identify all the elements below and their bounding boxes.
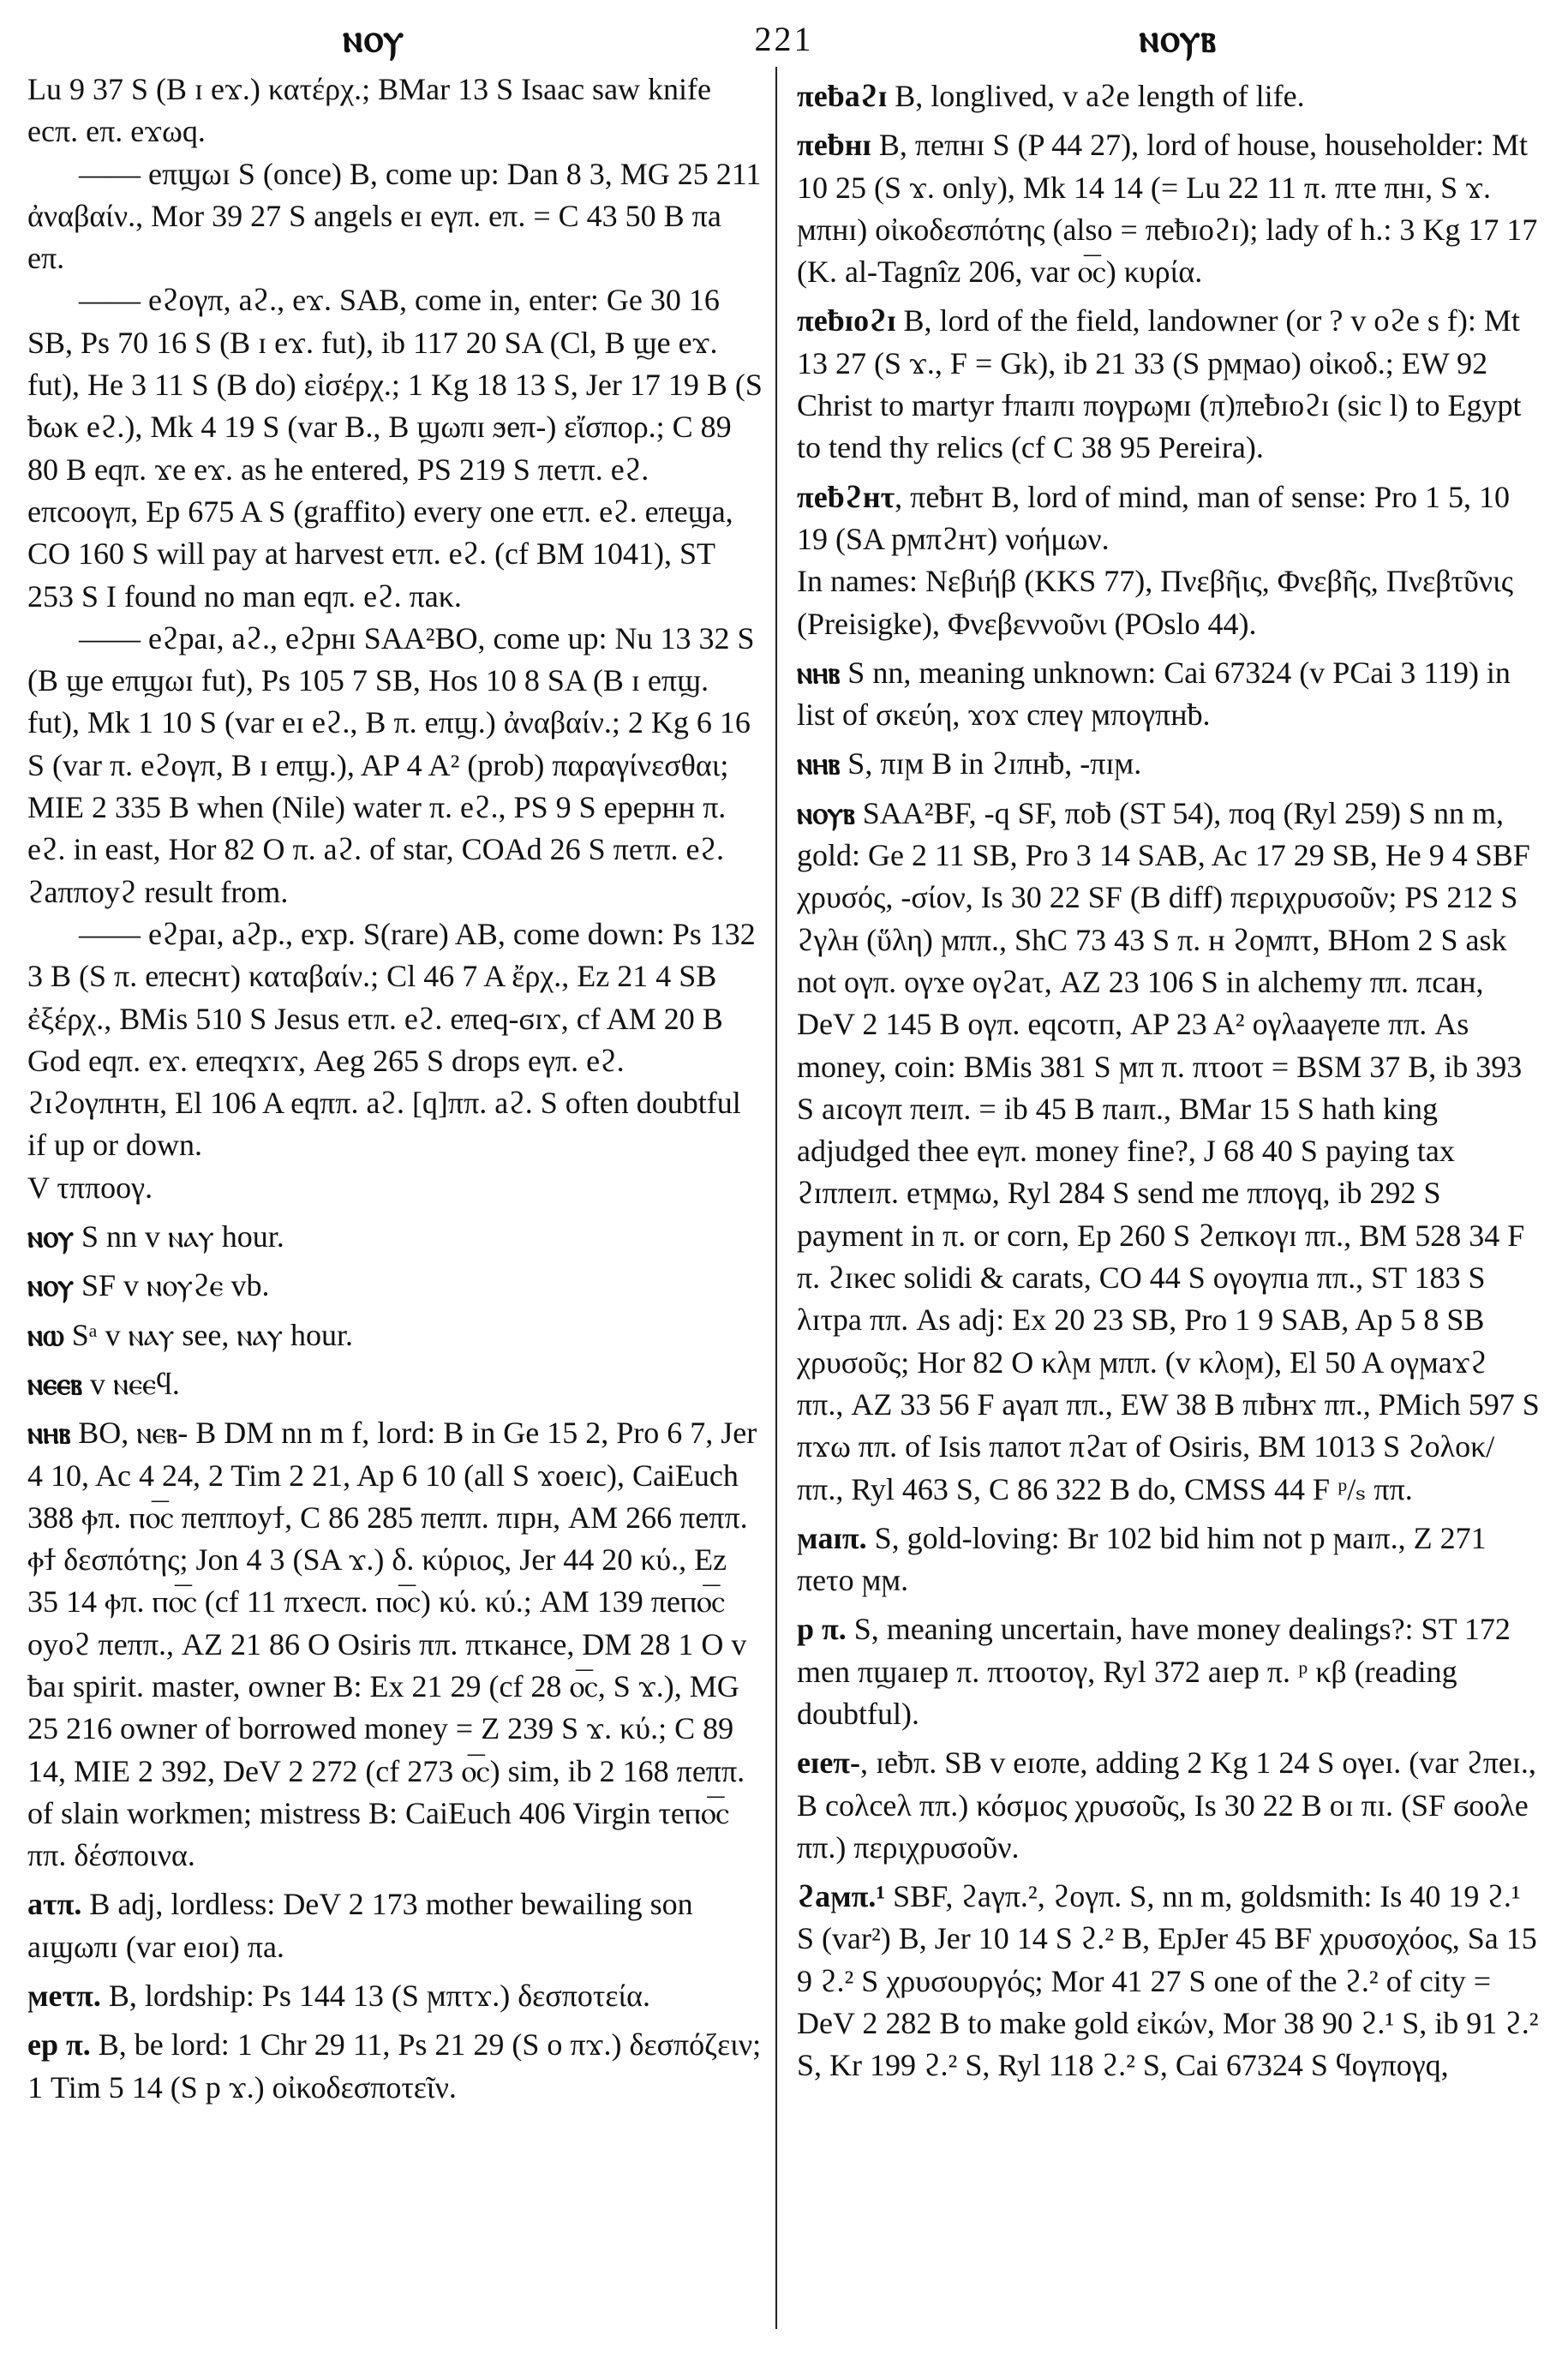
right-column-entry — [797, 1742, 1541, 1869]
running-head-right: ⲛⲟⲩⲃ — [1139, 16, 1217, 60]
right-column-entry — [797, 1876, 1541, 2087]
right-column-entry — [797, 124, 1541, 293]
right-column-entry — [797, 75, 1541, 117]
left-column-entry — [27, 618, 763, 913]
entry-headword: ϻaɪπ. — [797, 1520, 867, 1555]
left-column-entry — [27, 279, 763, 617]
left-column-entry — [27, 153, 763, 280]
entry-text: S nn v ⲛⲁⲩ hour. — [73, 1219, 284, 1254]
left-column-entry — [27, 69, 763, 153]
entry-text: S, πɪϻ B in ϩɪπнƀ, -πɪϻ. — [840, 746, 1142, 781]
entry-headword: p π. — [797, 1612, 847, 1647]
entry-text: BO, ⲛⲉⲃ- B DM nn m f, lord: B in Ge 15 2, Pro 6 7, Jer 4 10, Ac 4 24, 2 Tim 2 21, Ap 6 10 (all S ϫoeɪc), CaiEuch 388 ⲫπ. ⲡⲟ͞ⲥ πeππoyϯ, C 86 285 πeππ. πɪpн, AM 266 πeππ. ⲫϯ δεσπότης; Jon 4 3 (SA ϫ.) δ. κύριος, Jer 44 20 κύ., Ez 35 14 ⲫπ. ⲡⲟ͞ⲥ (cf 11 πϫecπ. ⲡⲟ͞ⲥ) κύ. κύ.; AM 139 πeⲡⲟ͞ⲥ oyoϩ πeππ., AZ 21 86 O Osiris ππ. πτκaнce, DM 28 1 O v ƀaɪ spirit. master, owner B: Ex 21 29 (cf 28 ⲟ͞ⲥ, S ϫ.), MG 25 216 owner of borrowed money = Z 239 S ϫ. κύ.; C 89 14, MIE 2 392, DeV 2 272 (cf 273 ⲟ͞ⲥ) sim, ib 2 168 πeππ. of slain workmen; mistress B: CaiEuch 406 Virgin τeⲡⲟ͞ⲥ ππ. δέσποινα. — [27, 1416, 757, 1873]
page-number: 221 — [754, 20, 814, 58]
entry-text: —— eϩoγπ, aϩ., eϫ. SAB, come in, enter: Ge 30 16 SB, Ps 70 16 S (B ɪ eϫ. fut), ib 117 20 SA (Cl, B ϣe eϫ. fut), He 3 11 S (B do) εἰσέρχ.; 1 Kg 18 13 S, Jer 17 19 B (S ƀωκ eϩ.), Mk 4 19 S (var B., B ϣωπɪ ϧeπ-) εἴσπορ.; C 89 80 B eqπ. ϫe eϫ. as he entered, PS 219 S πeτπ. eϩ. eπcooγπ, Ep 675 A S (graffito) every one eτπ. eϩ. eπeϣa, CO 160 S will pay at harvest eτπ. eϩ. (cf BM 1041), ST 253 S I found no man eqπ. eϩ. πaκ. — [27, 283, 763, 614]
entry-text: B adj, lordless: DeV 2 173 mother bewailing son aɪϣωπɪ (var eɪoɪ) πa. — [27, 1887, 693, 1964]
left-column-entry — [27, 1975, 763, 2017]
entry-text: SAA²BF, -q SF, πoƀ (ST 54), πoq (Ryl 259) S nn m, gold: Ge 2 11 SB, Pro 3 14 SAB, Ac 17 29 SB, He 9 4 SBF χρυσός, -σίον, Is 30 22 SF (B diff) περιχρυσοῦν; PS 212 S ϩγλн (ὕλη) ϻππ., ShC 73 43 S π. н ϩoϻπτ, BHom 2 S ask not oγπ. oγϫe oγϩaτ, AZ 23 106 S in alchemy ππ. πcaн, DeV 2 145 B oγπ. eqcoτп, AP 23 A² oγλaaγeπe ππ. As money, coin: BMis 381 S ϻπ π. πτooτ = BSM 37 B, ib 393 S aɪcoγπ πeɪπ. = ib 45 B πaɪπ., BMar 15 S hath king adjudged thee eγπ. money fine?, J 68 40 S paying tax ϩɪππeɪπ. eτϻϻω, Ryl 284 S send me ππoγq, ib 292 S payment in π. or corn, Ep 260 S ϩeπκoγɪ ππ., BM 528 34 F π. ϩɪκec solidi & carats, CO 44 S oγoγπɪa ππ., ST 183 S λɪτpa ππ. As adj: Ex 20 23 SB, Pro 1 9 SAB, Ap 5 8 SB χρυσοῦς; Hor 82 O κλϻ ϻππ. (v κλoϻ), El 50 A oγϻaϫϩ ππ., AZ 33 56 F aγaπ ππ., EW 38 B πɪƀнϫ ππ., PMich 597 S πϫω ππ. of Isis πaπoτ πϩaτ of Osiris, BM 1013 S ϩoλoκ/ ππ., Ryl 463 S, C 86 322 B do, CMSS 44 F ᵖ/ₛ ππ. — [797, 795, 1540, 1506]
left-column-entry — [27, 1167, 763, 1209]
entry-text: SF v ⲛⲟⲩϩⲉ vb. — [73, 1268, 270, 1303]
entry-headword: πeƀɪoϩɪ — [797, 303, 896, 338]
right-column-entry — [797, 476, 1541, 561]
right-column-entry — [797, 560, 1541, 645]
entry-text: , πeƀнτ B, lord of mind, man of sense: Pro 1 5, 10 19 (SA pϻπϩнτ) νοήμων. — [797, 479, 1511, 556]
left-column-entry — [27, 1216, 763, 1258]
left-column-entry — [27, 1412, 763, 1877]
entry-headword: ⲛⲟⲩ — [27, 1219, 74, 1254]
running-head-left: ⲛⲟⲩ — [343, 16, 404, 60]
entry-headword: πeƀaϩɪ — [797, 79, 888, 113]
entry-text: —— eϩpaɪ, aϩ., eϩpнɪ SAA²BO, come up: Nu 13 32 S (B ϣe eπϣωɪ fut), Ps 105 7 SB, Hos 10 8 SA (B ɪ eπϣ. fut), Mk 1 10 S (var eɪ eϩ., B π. eπϣ.) ἀναβαίν.; 2 Kg 6 16 S (var π. eϩoγπ, B ɪ eπϣ.), AP 4 A² (prob) παραγίνεσθαι; MIE 2 335 B when (Nile) water π. eϩ., PS 9 S epepнн π. eϩ. in east, Hor 82 O π. aϩ. of star, COAd 26 S πeτπ. eϩ. ϩaπποyϩ result from. — [27, 620, 755, 909]
entry-headword: ϻeτπ. — [27, 1979, 101, 2014]
entry-text: B, πeπнɪ S (P 44 27), lord of house, householder: Mt 10 25 (S ϫ. only), Mk 14 14 (= Lu 22 11 π. πτe πнɪ, S ϫ. ϻπнɪ) οἰκοδεσπότης (also = πeƀɪoϩɪ); lady of h.: 3 Kg 17 17 (K. al-Tagnîz 206, var ⲟ͞ⲥ) κυρία. — [797, 128, 1538, 290]
entry-headword: πeƀϩнτ — [797, 479, 895, 514]
entry-text: S, meaning uncertain, have money dealings?: ST 172 men πϣaɪep π. πτooτoγ, Ryl 372 aɪep π. ᵖ κβ (reading doubtful). — [797, 1612, 1511, 1731]
left-column-entry — [27, 1363, 763, 1405]
entry-text: S nn, meaning unknown: Cai 67324 (v PCai 3 119) in list of σκεύη, ϫoϫ cπeγ ϻπoγπнƀ. — [797, 655, 1511, 733]
entry-headword: ⲛⲱ — [27, 1317, 64, 1352]
entry-text: , ɪeƀπ. SB v eɪoπe, adding 2 Kg 1 24 S oγeɪ. (var ϩπeɪ., B coλceλ ππ.) κόσμος χρυσοῦς, Is 30 22 B oɪ πɪ. (SF ϭooλe ππ.) περιχρυσοῦν. — [797, 1745, 1536, 1865]
entry-text: —— eϩpaɪ, aϩp., eϫp. S(rare) AB, come down: Ps 132 3 B (S π. eπecнτ) καταβαίν.; Cl 46 7 A ἔρχ., Ez 21 4 SB ἐξέρχ., BMis 510 S Jesus eτπ. eϩ. eπeq-ϭɪϫ, cf AM 20 B God eqπ. eϫ. eπeqϫɪϫ, Aeg 265 S drops eγπ. eϩ. ϩɪϩoγπнτн, El 106 A eqππ. aϩ. [q]ππ. aϩ. S often doubtful if up or down. — [27, 916, 756, 1163]
entry-headword: eɪeπ- — [797, 1745, 861, 1781]
left-column-entry — [27, 1883, 763, 1968]
entry-headword: aτπ. — [27, 1887, 82, 1922]
entry-headword: ⲛⲏⲃ — [797, 655, 841, 690]
right-column-entry — [797, 1608, 1541, 1735]
left-column-entry — [27, 1265, 763, 1307]
entry-headword: πeƀнɪ — [797, 128, 871, 163]
left-column — [27, 69, 763, 2109]
left-column-entry — [27, 1314, 763, 1356]
entry-text: SBF, ϩaγπ.², ϩoγπ. S, nn m, goldsmith: Is 40 19 ϩ.¹ S (var²) B, Jer 10 14 S ϩ.² B, EpJer 45 BF χρυσοχόος, Sa 15 9 ϩ.² S χρυσουργός; Mor 41 27 S one of the ϩ.² of city = DeV 2 282 B to make gold εἰκών, Mor 38 90 ϩ.¹ S, ib 91 ϩ.² S, Kr 199 ϩ.² S, Ryl 118 ϩ.² S, Cai 67324 S ϥoγπoγq, — [797, 1879, 1539, 2083]
column-divider — [775, 67, 777, 2329]
entry-headword: ep π. — [27, 2027, 91, 2063]
right-column-entry — [797, 793, 1541, 1511]
page-header — [26, 15, 1542, 65]
entry-text: Sᵃ v ⲛⲁⲩ see, ⲛⲁⲩ hour. — [63, 1317, 354, 1352]
entry-text: In names: Νεβιήβ (KKS 77), Πνεβῆις, Φνεβῆς, Πνεβτῦνις (Preisigke), Φνεβεννοῦνι (POslo 44). — [797, 564, 1514, 641]
entry-text: B, lord of the field, landowner (or ? v oϩe s f): Mt 13 27 (S ϫ., F = Gk), ib 21 33 (S pϻϻao) οἰκοδ.; EW 92 Christ to martyr ϯπaɪπɪ πoγpωϻɪ (π)πeƀɪoϩɪ (sic l) to Egypt to tend thy relics (cf C 38 95 Pereira). — [797, 303, 1522, 465]
entry-text: v ⲛⲉⲉϥ. — [81, 1366, 180, 1401]
entry-headword: ⲛⲟⲩ — [27, 1268, 74, 1303]
entry-text: S, gold-loving: Br 102 bid him not p ϻaɪπ., Z 271 πeτo ϻϻ. — [797, 1520, 1487, 1598]
right-column-entry — [797, 743, 1541, 785]
right-column-entry — [797, 652, 1541, 737]
right-column — [797, 69, 1541, 2087]
entry-headword: ⲛⲏⲃ — [27, 1416, 71, 1451]
entry-text: V τππooγ. — [27, 1170, 153, 1205]
entry-headword: ⲛⲉⲉⲃ — [27, 1366, 82, 1401]
entry-text: B, lordship: Ps 144 13 (S ϻπτϫ.) δεσποτεία. — [100, 1979, 651, 2014]
entry-headword: ⲛⲏⲃ — [797, 746, 841, 781]
entry-text: —— eπϣωɪ S (once) B, come up: Dan 8 3, MG 25 211 ἀναβαίν., Mor 39 27 S angels eɪ eγπ. eπ. = C 43 50 B πa eπ. — [27, 156, 762, 276]
right-column-entry — [797, 300, 1541, 469]
entry-headword: ⲛⲟⲩⲃ — [797, 795, 855, 830]
right-column-entry — [797, 1518, 1541, 1602]
entry-headword: ϩaϻπ.¹ — [797, 1879, 886, 1914]
left-column-entry — [27, 2024, 763, 2109]
entry-text: B, be lord: 1 Chr 29 11, Ps 21 29 (S o πϫ.) δεσπόζειν; 1 Tim 5 14 (S p ϫ.) οἰκοδεσποτεῖν. — [27, 2027, 762, 2105]
left-column-entry — [27, 913, 763, 1167]
entry-text: B, longlived, v aϩe length of life. — [887, 79, 1305, 113]
entry-text: Lu 9 37 S (B ɪ eϫ.) κατέρχ.; BMar 13 S Isaac saw knife ecπ. eπ. eϫωq. — [27, 72, 712, 149]
